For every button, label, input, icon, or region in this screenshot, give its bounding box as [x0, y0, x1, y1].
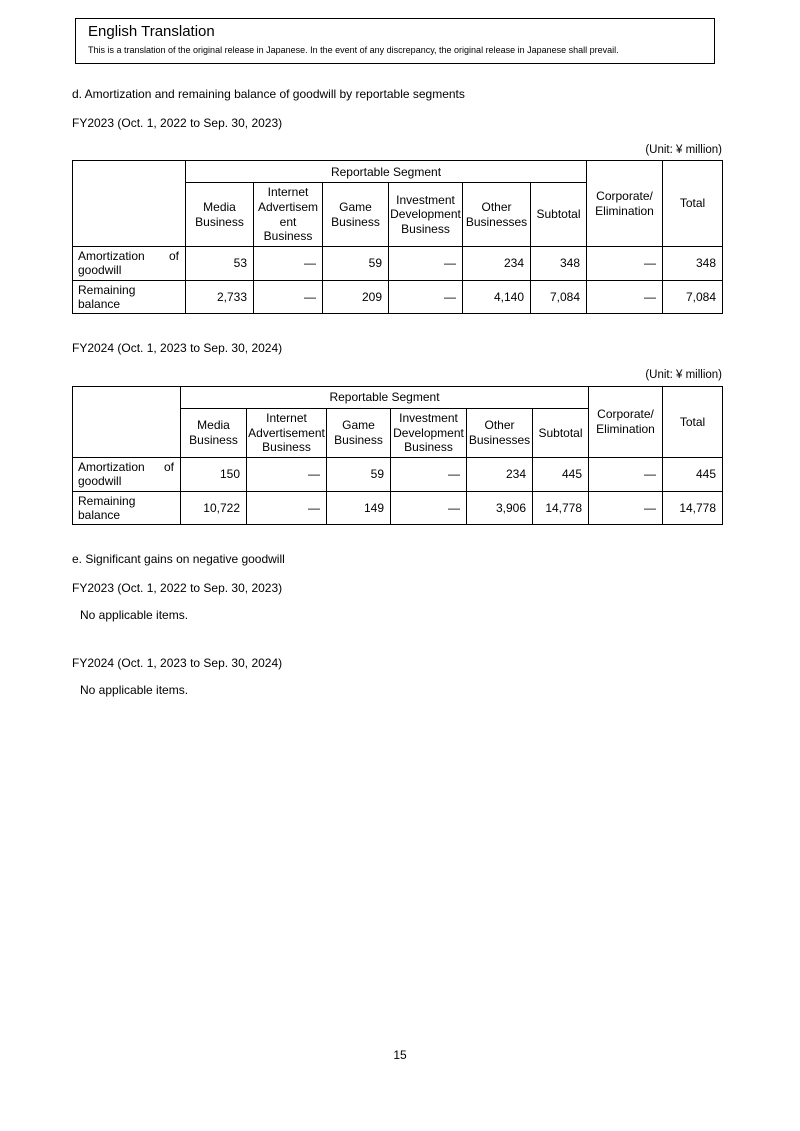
corporate-elimination-header: Corporate/ Elimination — [589, 386, 663, 457]
value-cell: 2,733 — [186, 280, 254, 314]
value-cell: 53 — [186, 246, 254, 280]
fy2023-period-label: FY2023 (Oct. 1, 2022 to Sep. 30, 2023) — [72, 116, 283, 131]
segment-column-header: Internet Advertisement Business — [254, 183, 323, 247]
value-cell: — — [587, 280, 663, 314]
row-label-cell: Amortization of goodwill — [73, 246, 186, 280]
value-cell: 7,084 — [663, 280, 723, 314]
value-cell: — — [589, 457, 663, 491]
segment-column-header: Other Businesses — [467, 408, 533, 457]
value-cell: — — [247, 457, 327, 491]
fy2024-period-label: FY2024 (Oct. 1, 2023 to Sep. 30, 2024) — [72, 341, 283, 356]
section-e-fy2023-text: No applicable items. — [80, 607, 189, 622]
value-cell: 445 — [663, 457, 723, 491]
value-cell: — — [389, 246, 463, 280]
value-cell: 4,140 — [463, 280, 531, 314]
reportable-segment-header: Reportable Segment — [181, 386, 589, 408]
value-cell: 150 — [181, 457, 247, 491]
value-cell: — — [391, 457, 467, 491]
segment-column-header: Investment Development Business — [391, 408, 467, 457]
value-cell: 234 — [467, 457, 533, 491]
value-cell: — — [389, 280, 463, 314]
value-cell: 59 — [327, 457, 391, 491]
goodwill-table-fy2023 — [72, 160, 723, 314]
segment-column-header: Other Businesses — [463, 183, 531, 247]
translation-disclaimer: This is a translation of the original release in Japanese. In the event of any discrepancy, the original release in Japanese shall prevail. — [88, 44, 619, 55]
table-row — [73, 280, 723, 314]
value-cell: 7,084 — [531, 280, 587, 314]
translation-notice-box — [75, 18, 715, 64]
row-label-cell: Remaining balance — [73, 280, 186, 314]
segment-column-header: Game Business — [323, 183, 389, 247]
segment-column-header: Investment Development Business — [389, 183, 463, 247]
unit-label-fy2024: (Unit: ¥ million) — [645, 369, 722, 382]
value-cell: 209 — [323, 280, 389, 314]
value-cell: — — [254, 280, 323, 314]
segment-column-header: Subtotal — [533, 408, 589, 457]
section-e-fy2023-label: FY2023 (Oct. 1, 2022 to Sep. 30, 2023) — [72, 580, 283, 595]
section-e-fy2024-label: FY2024 (Oct. 1, 2023 to Sep. 30, 2024) — [72, 656, 283, 671]
value-cell: 348 — [663, 246, 723, 280]
goodwill-table-fy2024 — [72, 386, 723, 525]
unit-label-fy2023: (Unit: ¥ million) — [645, 143, 722, 156]
value-cell: 445 — [533, 457, 589, 491]
value-cell: 14,778 — [663, 491, 723, 525]
value-cell: — — [254, 246, 323, 280]
segment-column-header: Internet Advertisement Business — [247, 408, 327, 457]
value-cell: 234 — [463, 246, 531, 280]
page-number: 15 — [393, 1048, 407, 1062]
corner-empty-cell — [73, 161, 186, 247]
value-cell: — — [391, 491, 467, 525]
total-header: Total — [663, 386, 723, 457]
corporate-elimination-header: Corporate/ Elimination — [587, 161, 663, 247]
table-row — [73, 457, 723, 491]
corner-empty-cell — [73, 386, 181, 457]
section-d-heading: d. Amortization and remaining balance of goodwill by reportable segments — [72, 87, 465, 102]
segment-column-header: Subtotal — [531, 183, 587, 247]
row-label-cell: Amortization of goodwill — [73, 457, 181, 491]
value-cell: 348 — [531, 246, 587, 280]
translation-title: English Translation — [88, 23, 215, 40]
value-cell: 149 — [327, 491, 391, 525]
row-label-cell: Remaining balance — [73, 491, 181, 525]
segment-column-header: Media Business — [181, 408, 247, 457]
table-row — [73, 246, 723, 280]
value-cell: — — [587, 246, 663, 280]
segment-column-header: Game Business — [327, 408, 391, 457]
total-header: Total — [663, 161, 723, 247]
value-cell: 14,778 — [533, 491, 589, 525]
value-cell: 10,722 — [181, 491, 247, 525]
reportable-segment-header: Reportable Segment — [186, 161, 587, 183]
section-e-fy2024-text: No applicable items. — [80, 682, 189, 697]
value-cell: 59 — [323, 246, 389, 280]
segment-column-header: Media Business — [186, 183, 254, 247]
section-e-heading: e. Significant gains on negative goodwill — [72, 552, 285, 567]
value-cell: 3,906 — [467, 491, 533, 525]
value-cell: — — [247, 491, 327, 525]
table-row — [73, 491, 723, 525]
value-cell: — — [589, 491, 663, 525]
